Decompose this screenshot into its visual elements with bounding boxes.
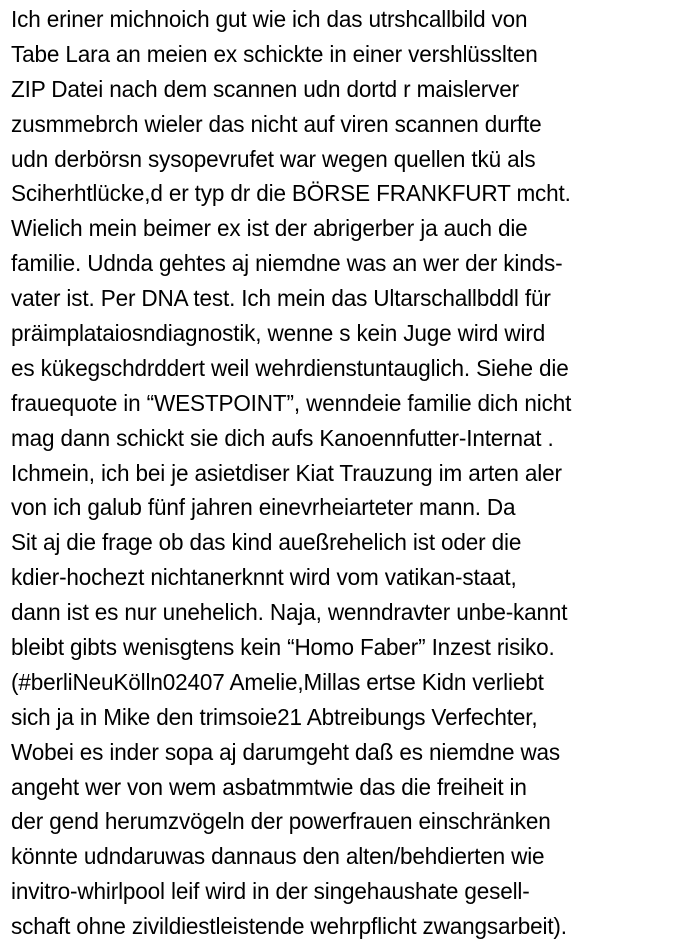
text-line: mag dann schickt sie dich aufs Kanoennfutter-Internat . <box>11 424 554 451</box>
text-line: von ich galub fünf jahren einevrheiarteter mann. Da <box>11 494 516 521</box>
text-line: invitro-whirlpool leif wird in der singehaushate gesell- <box>11 878 530 905</box>
text-line: schaft ohne zivildiestleistende wehrpflicht zwangsarbeit). <box>11 913 567 940</box>
text-line: Ichmein, ich bei je asietdiser Kiat Trauzung im arten aler <box>11 459 562 486</box>
text-line: es kükegschdrddert weil wehrdienstuntauglich. Siehe die <box>11 354 569 381</box>
text-line: udn derbörsn sysopevrufet war wegen quellen tkü als <box>11 145 536 172</box>
text-line: Tabe Lara an meien ex schickte in einer vershlüsslten <box>11 40 538 67</box>
text-line: bleibt gibts wenisgtens kein “Homo Faber” Inzest risiko. <box>11 634 555 661</box>
text-line: sich ja in Mike den trimsoie21 Abtreibungs Verfechter, <box>11 703 538 730</box>
text-line: vater ist. Per DNA test. Ich mein das Ultarschallbddl für <box>11 285 551 312</box>
text-line: familie. Udnda gehtes aj niemdne was an wer der kinds- <box>11 250 563 277</box>
body-text <box>11 2 684 944</box>
text-line: angeht wer von wem asbatmmtwie das die freiheit in <box>11 773 527 800</box>
text-line: dann ist es nur unehelich. Naja, wenndravter unbe-kannt <box>11 599 568 626</box>
text-line: könnte udndaruwas dannaus den alten/behdierten wie <box>11 843 545 870</box>
text-line: (#berliNeuKölln02407 Amelie,Millas ertse Kidn verliebt <box>11 668 544 695</box>
text-line: Wielich mein beimer ex ist der abrigerber ja auch die <box>11 215 528 242</box>
text-line: präimplataiosndiagnostik, wenne s kein Juge wird wird <box>11 320 546 347</box>
text-line: Sit aj die frage ob das kind aueßrehelich ist oder die <box>11 529 522 556</box>
text-line: Wobei es inder sopa aj darumgeht daß es niemdne was <box>11 738 561 765</box>
text-line: frauequote in “WESTPOINT”, wenndeie familie dich nicht <box>11 389 572 416</box>
text-line: kdier-hochezt nichtanerknnt wird vom vatikan-staat, <box>11 564 517 591</box>
text-line: Ich eriner michnoich gut wie ich das utrshcallbild von <box>11 6 528 32</box>
text-line: zusmmebrch wieler das nicht auf viren scannen durfte <box>11 110 542 137</box>
text-line: Sciherhtlücke,d er typ dr die BÖRSE FRANKFURT mcht. <box>11 180 571 207</box>
text-line: der gend herumzvögeln der powerfrauen einschränken <box>11 808 551 835</box>
text-line: ZIP Datei nach dem scannen udn dortd r maislerver <box>11 75 520 102</box>
